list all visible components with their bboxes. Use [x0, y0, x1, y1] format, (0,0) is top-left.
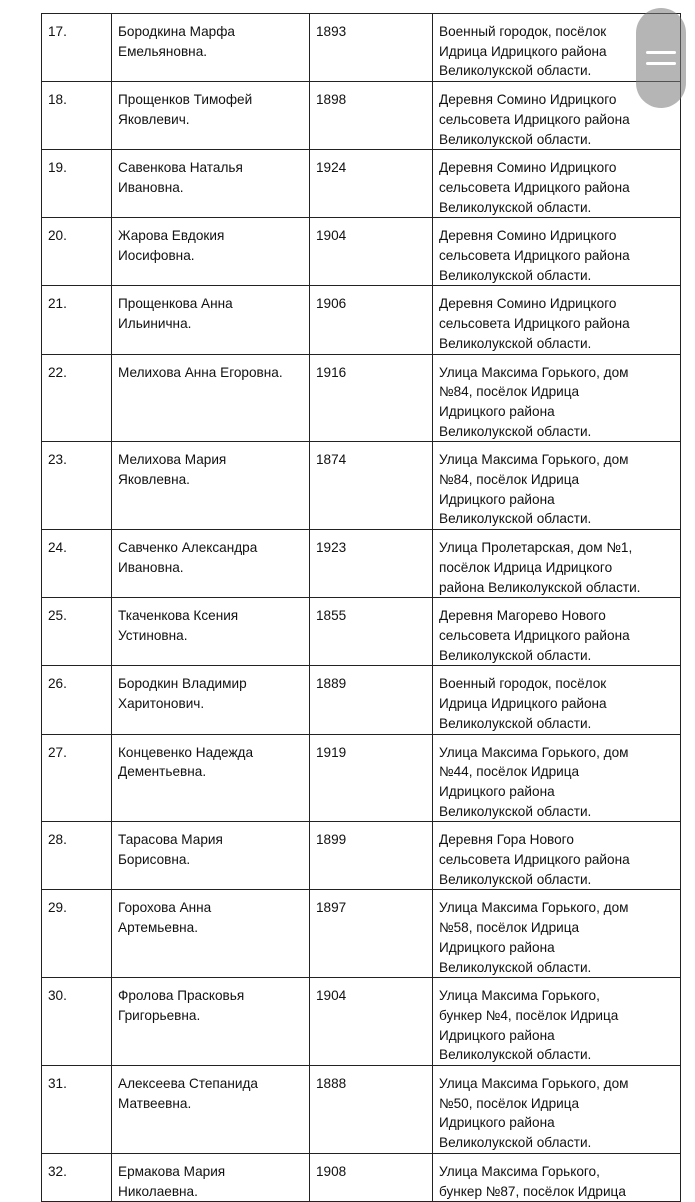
- table-body: [42, 14, 681, 1202]
- table-row: [42, 734, 681, 822]
- row-number: 20.: [42, 218, 112, 286]
- person-name: Ермакова Мария Николаевна.: [112, 1153, 310, 1201]
- row-number: 28.: [42, 822, 112, 890]
- address: Деревня Сомино Идрицкого сельсовета Идрицкого района Великолукской области.: [433, 82, 681, 150]
- person-name: Концевенко Надежда Дементьевна.: [112, 734, 310, 822]
- row-number: 23.: [42, 442, 112, 530]
- row-number: 17.: [42, 14, 112, 82]
- person-name: Фролова Прасковья Григорьевна.: [112, 978, 310, 1066]
- row-number: 27.: [42, 734, 112, 822]
- row-number: 30.: [42, 978, 112, 1066]
- menu-button[interactable]: [636, 8, 686, 108]
- birth-year: 1888: [310, 1066, 433, 1154]
- address: Улица Пролетарская, дом №1, посёлок Идрица Идрицкого района Великолукской области.: [433, 530, 681, 598]
- table-row: [42, 14, 681, 82]
- person-name: Тарасова Мария Борисовна.: [112, 822, 310, 890]
- table-row: [42, 354, 681, 442]
- table-row: [42, 218, 681, 286]
- address: Улица Максима Горького, бункер №4, посёлок Идрица Идрицкого района Великолукской области.: [433, 978, 681, 1066]
- birth-year: 1897: [310, 890, 433, 978]
- birth-year: 1874: [310, 442, 433, 530]
- hamburger-menu-icon-bar: [646, 62, 676, 65]
- birth-year: 1899: [310, 822, 433, 890]
- row-number: 31.: [42, 1066, 112, 1154]
- birth-year: 1908: [310, 1153, 433, 1201]
- row-number: 25.: [42, 598, 112, 666]
- table-row: [42, 978, 681, 1066]
- person-name: Жарова Евдокия Иосифовна.: [112, 218, 310, 286]
- address: Военный городок, посёлок Идрица Идрицкого района Великолукской области.: [433, 14, 681, 82]
- person-name: Бородкин Владимир Харитонович.: [112, 666, 310, 734]
- birth-year: 1904: [310, 978, 433, 1066]
- row-number: 29.: [42, 890, 112, 978]
- table-row: [42, 598, 681, 666]
- registry-table: [41, 13, 681, 1202]
- row-number: 26.: [42, 666, 112, 734]
- person-name: Савченко Александра Ивановна.: [112, 530, 310, 598]
- birth-year: 1889: [310, 666, 433, 734]
- person-name: Алексеева Степанида Матвеевна.: [112, 1066, 310, 1154]
- address: Деревня Сомино Идрицкого сельсовета Идрицкого района Великолукской области.: [433, 218, 681, 286]
- person-name: Мелихова Анна Егоровна.: [112, 354, 310, 442]
- birth-year: 1893: [310, 14, 433, 82]
- address: Деревня Сомино Идрицкого сельсовета Идрицкого района Великолукской области.: [433, 286, 681, 354]
- row-number: 18.: [42, 82, 112, 150]
- person-name: Прощенкова Анна Ильинична.: [112, 286, 310, 354]
- person-name: Ткаченкова Ксения Устиновна.: [112, 598, 310, 666]
- table-row: [42, 1153, 681, 1201]
- address: Деревня Гора Нового сельсовета Идрицкого района Великолукской области.: [433, 822, 681, 890]
- table-row: [42, 822, 681, 890]
- person-name: Мелихова Мария Яковлевна.: [112, 442, 310, 530]
- person-name: Прощенков Тимофей Яковлевич.: [112, 82, 310, 150]
- table-row: [42, 286, 681, 354]
- address: Улица Максима Горького, дом №84, посёлок Идрица Идрицкого района Великолукской области.: [433, 442, 681, 530]
- address: Деревня Магорево Нового сельсовета Идрицкого района Великолукской области.: [433, 598, 681, 666]
- address: Улица Максима Горького, дом №84, посёлок Идрица Идрицкого района Великолукской области.: [433, 354, 681, 442]
- person-name: Бородкина Марфа Емельяновна.: [112, 14, 310, 82]
- birth-year: 1919: [310, 734, 433, 822]
- row-number: 24.: [42, 530, 112, 598]
- table-row: [42, 530, 681, 598]
- birth-year: 1855: [310, 598, 433, 666]
- address: Улица Максима Горького, дом №50, посёлок Идрица Идрицкого района Великолукской области.: [433, 1066, 681, 1154]
- table-row: [42, 890, 681, 978]
- person-name: Горохова Анна Артемьевна.: [112, 890, 310, 978]
- address: Улица Максима Горького, дом №44, посёлок Идрица Идрицкого района Великолукской области.: [433, 734, 681, 822]
- birth-year: 1923: [310, 530, 433, 598]
- address: Улица Максима Горького, бункер №87, посёлок Идрица: [433, 1153, 681, 1201]
- table-row: [42, 150, 681, 218]
- birth-year: 1924: [310, 150, 433, 218]
- row-number: 22.: [42, 354, 112, 442]
- row-number: 21.: [42, 286, 112, 354]
- row-number: 32.: [42, 1153, 112, 1201]
- table-row: [42, 666, 681, 734]
- table-row: [42, 82, 681, 150]
- birth-year: 1906: [310, 286, 433, 354]
- address: Деревня Сомино Идрицкого сельсовета Идрицкого района Великолукской области.: [433, 150, 681, 218]
- birth-year: 1916: [310, 354, 433, 442]
- person-name: Савенкова Наталья Ивановна.: [112, 150, 310, 218]
- birth-year: 1898: [310, 82, 433, 150]
- birth-year: 1904: [310, 218, 433, 286]
- table-row: [42, 442, 681, 530]
- address: Военный городок, посёлок Идрица Идрицкого района Великолукской области.: [433, 666, 681, 734]
- row-number: 19.: [42, 150, 112, 218]
- hamburger-menu-icon: [646, 51, 676, 54]
- address: Улица Максима Горького, дом №58, посёлок Идрица Идрицкого района Великолукской области.: [433, 890, 681, 978]
- table-row: [42, 1066, 681, 1154]
